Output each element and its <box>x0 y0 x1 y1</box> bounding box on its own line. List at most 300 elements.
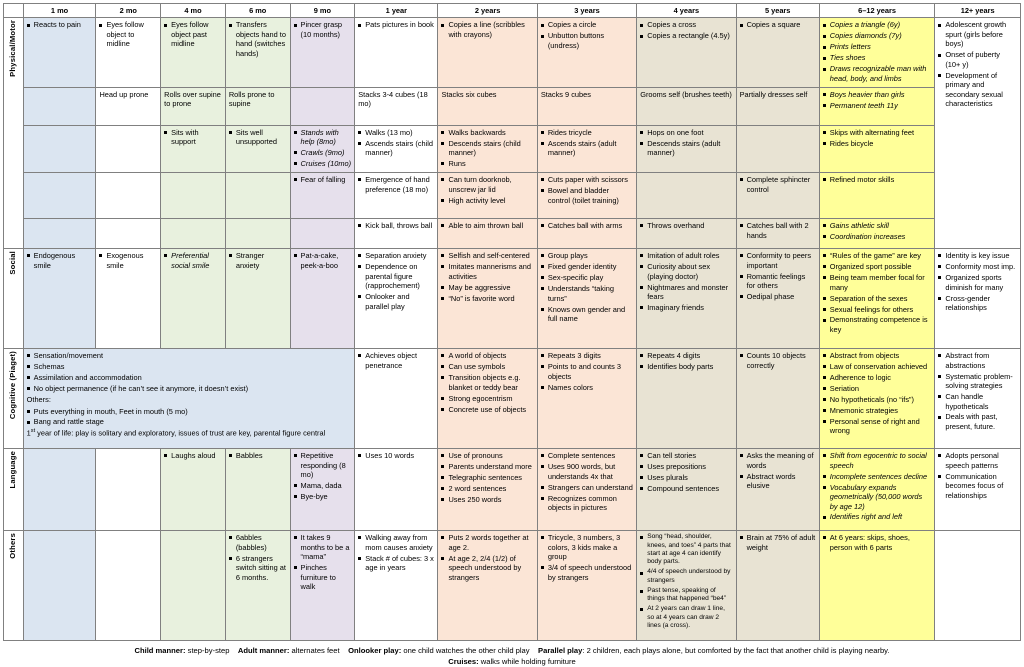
cell-physical-6-12-years <box>819 18 935 87</box>
milestone-list <box>938 451 1017 500</box>
milestone-list <box>640 533 732 630</box>
row-label-social <box>4 249 24 349</box>
milestone-list <box>740 221 816 240</box>
cell-cognitive-1-mo <box>23 349 355 449</box>
milestone-item: Can tell stories <box>640 451 732 460</box>
milestone-item: Stranger anxiety <box>229 251 287 270</box>
milestone-list <box>541 175 633 205</box>
table-row <box>4 531 1021 641</box>
cell-cognitive-1-year <box>355 349 438 449</box>
footer-line-2 <box>6 656 1018 667</box>
milestone-list <box>294 20 352 39</box>
milestone-item: 3/4 of speech understood by strangers <box>541 563 633 582</box>
cell-language-9-mo <box>290 449 355 531</box>
milestone-item: Past tense, speaking of things that happened “be4” <box>640 587 732 604</box>
cell-physical-1-mo <box>23 18 96 87</box>
cell-social-2-mo <box>96 249 161 349</box>
milestone-item: Selfish and self-centered <box>441 251 533 260</box>
milestone-item: Sits well unsupported <box>229 128 287 147</box>
milestone-item: A world of objects <box>441 351 533 360</box>
others-label: Others: <box>26 395 51 405</box>
milestone-item: Rides bicycle <box>823 139 932 148</box>
milestone-item: Emergence of hand preference (18 mo) <box>358 175 434 194</box>
milestone-item: Copies a rectangle (4.5y) <box>640 31 732 40</box>
cell-social-3-years <box>537 249 636 349</box>
milestone-list <box>441 533 533 582</box>
milestone-item: 6abbles (babbles) <box>229 533 287 552</box>
milestone-item: Strangers can understand <box>541 483 633 492</box>
milestone-list <box>358 351 434 370</box>
milestone-item: “Rules of the game” are key <box>823 251 932 260</box>
cell-others-6-12-years <box>819 531 935 641</box>
milestone-item: Hops on one foot <box>640 128 732 137</box>
milestone-text: Rolls over supine to prone <box>164 89 221 109</box>
milestone-item: Separation anxiety <box>358 251 434 260</box>
milestone-item: Permanent teeth 11y <box>823 101 932 110</box>
milestone-item: Able to aim thrown ball <box>441 221 533 230</box>
milestone-item: Gains athletic skill <box>823 221 932 230</box>
milestone-item: Organized sports diminish for many <box>938 273 1017 292</box>
milestone-item: Can use symbols <box>441 362 533 371</box>
milestone-list <box>541 451 633 512</box>
milestone-list <box>358 533 434 572</box>
milestone-item: Eyes follow object past midline <box>164 20 222 48</box>
footer-line-1 <box>6 645 1018 656</box>
milestone-item: Throws overhand <box>640 221 732 230</box>
milestone-item: Curiosity about sex (playing doctor) <box>640 262 732 281</box>
cell-physical-4-years <box>637 219 736 249</box>
milestone-item: Demonstrating competence is key <box>823 315 932 334</box>
cell-physical-2-years <box>438 18 537 87</box>
milestone-item: Ascends stairs (adult manner) <box>541 139 633 158</box>
milestone-list <box>640 351 732 371</box>
milestone-item: Oedipal phase <box>740 292 816 301</box>
milestone-item: Copies a triangle (6y) <box>823 20 932 29</box>
milestone-text: Grooms self (brushes teeth) <box>640 89 732 99</box>
row-label-language <box>4 449 24 531</box>
row-label-text: Language <box>8 451 18 489</box>
milestone-item: Transfers objects hand to hand (switches hands) <box>229 20 287 58</box>
cell-physical-9-mo <box>290 219 355 249</box>
col-header-5: 1 year <box>355 4 438 18</box>
cell-others-4-years <box>637 531 736 641</box>
cell-physical-5-years <box>736 173 819 219</box>
footer-term: Child manner: step-by-step <box>134 646 230 656</box>
cell-physical-4-years <box>637 18 736 87</box>
milestone-item: Repetitive responding (8 mo) <box>294 451 352 479</box>
milestone-item: Onset of puberty (10+ y) <box>938 50 1017 69</box>
cell-cognitive-2-years <box>438 349 537 449</box>
cell-physical-2-mo <box>96 173 161 219</box>
cell-social-9-mo <box>290 249 355 349</box>
milestone-item: Can handle hypotheticals <box>938 392 1017 411</box>
cell-language-1-year <box>355 449 438 531</box>
milestone-list <box>294 451 352 501</box>
milestone-list <box>229 251 287 270</box>
milestone-item: Refined motor skills <box>823 175 932 184</box>
cell-social-2-years <box>438 249 537 349</box>
milestone-item: Runs <box>441 159 533 168</box>
milestone-item: Identity is key issue <box>938 251 1017 260</box>
cell-language-12-years <box>935 449 1021 531</box>
milestone-item: Uses plurals <box>640 473 732 482</box>
milestone-list <box>99 20 157 48</box>
cell-physical-5-years <box>736 219 819 249</box>
milestone-list <box>441 251 533 303</box>
milestone-item: Transition objects e.g. blanket or teddy bear <box>441 373 533 392</box>
cell-language-4-years <box>637 449 736 531</box>
milestone-list <box>294 251 352 270</box>
milestone-list <box>640 20 732 40</box>
milestone-item: Abstract from abstractions <box>938 351 1017 370</box>
milestone-item: High activity level <box>441 196 533 205</box>
milestone-list <box>441 175 533 205</box>
cell-physical-4-mo <box>161 18 226 87</box>
milestone-item: Concrete use of objects <box>441 405 533 414</box>
milestone-list <box>640 128 732 158</box>
cell-language-5-years <box>736 449 819 531</box>
milestone-list <box>229 533 287 582</box>
milestone-item: Telegraphic sentences <box>441 473 533 482</box>
row-label-text: Social <box>8 251 18 275</box>
cell-physical-9-mo <box>290 173 355 219</box>
milestone-item: Tricycle, 3 numbers, 3 colors, 3 kids make a group <box>541 533 633 561</box>
cell-physical-1-mo <box>23 173 96 219</box>
col-header-0: 1 mo <box>23 4 96 18</box>
col-header-6: 2 years <box>438 4 537 18</box>
cell-social-4-years <box>637 249 736 349</box>
cell-social-6-mo <box>225 249 290 349</box>
milestone-item: Abstract words elusive <box>740 472 816 491</box>
milestone-item: Pats pictures in book <box>358 20 434 29</box>
milestone-item: Repeats 3 digits <box>541 351 633 360</box>
milestone-item: 2 word sentences <box>441 484 533 493</box>
footer-term: Onlooker play: one child watches the other child play <box>348 646 530 656</box>
table-row <box>4 249 1021 349</box>
milestone-item: Babbles <box>229 451 287 460</box>
milestone-item: Laughs aloud <box>164 451 222 460</box>
milestone-item: Stack # of cubes: 3 x age in years <box>358 554 434 573</box>
cell-others-9-mo <box>290 531 355 641</box>
milestone-item: Use of pronouns <box>441 451 533 460</box>
cell-physical-4-years <box>637 173 736 219</box>
milestone-list <box>27 351 352 393</box>
milestone-item: Being team member focal for many <box>823 273 932 292</box>
cell-physical-3-years <box>537 87 636 125</box>
cell-physical-4-mo <box>161 173 226 219</box>
milestone-item: Points to and counts 3 objects <box>541 362 633 381</box>
cell-physical-4-mo <box>161 125 226 172</box>
cell-others-2-mo <box>96 531 161 641</box>
milestone-list <box>740 451 816 490</box>
milestone-list <box>740 533 816 552</box>
milestone-item: Catches ball with 2 hands <box>740 221 816 240</box>
milestone-list <box>938 351 1017 431</box>
milestone-item: Pat-a-cake, peek-a-boo <box>294 251 352 270</box>
cell-language-4-mo <box>161 449 226 531</box>
milestone-item: Knows own gender and full name <box>541 305 633 324</box>
milestone-item: Sensation/movement <box>27 351 352 360</box>
milestone-list <box>541 221 633 230</box>
developmental-milestones-chart <box>0 3 1024 667</box>
milestone-list <box>229 128 287 147</box>
cell-physical-9-mo <box>290 18 355 87</box>
milestone-item: Conformity most imp. <box>938 262 1017 271</box>
milestone-item: Imitation of adult roles <box>640 251 732 260</box>
milestone-item: Identifies body parts <box>640 362 732 371</box>
cell-others-1-mo <box>23 531 96 641</box>
milestone-item: Puts 2 words together at age 2. <box>441 533 533 552</box>
milestone-item: Assimilation and accommodation <box>27 373 352 382</box>
milestone-item: Uses 10 words <box>358 451 434 460</box>
milestone-text: Stacks 3-4 cubes (18 mo) <box>358 89 428 109</box>
milestone-list <box>27 251 93 270</box>
col-header-1: 2 mo <box>96 4 161 18</box>
cell-physical-12-years <box>935 18 1021 249</box>
milestone-list <box>823 175 932 184</box>
table-row <box>4 125 1021 172</box>
cell-cognitive-6-12-years <box>819 349 935 449</box>
milestone-item: Systematic problem-solving strategies <box>938 372 1017 391</box>
cell-language-2-mo <box>96 449 161 531</box>
milestone-item: Ties shoes <box>823 53 932 62</box>
cell-physical-6-mo <box>225 173 290 219</box>
cell-cognitive-3-years <box>537 349 636 449</box>
cell-others-5-years <box>736 531 819 641</box>
milestone-item: Adopts personal speech patterns <box>938 451 1017 470</box>
milestone-item: Uses 250 words <box>441 495 533 504</box>
milestone-list <box>740 351 816 370</box>
col-header-7: 3 years <box>537 4 636 18</box>
milestone-item: Mama, dada <box>294 481 352 490</box>
milestone-list <box>358 175 434 194</box>
milestone-item: Abstract from objects <box>823 351 932 360</box>
milestone-text: Stacks six cubes <box>441 89 497 99</box>
milestone-item: May be aggressive <box>441 283 533 292</box>
cell-social-12-years <box>935 249 1021 349</box>
cell-physical-2-mo <box>96 18 161 87</box>
milestone-item: Organized sport possible <box>823 262 932 271</box>
cell-physical-6-mo <box>225 18 290 87</box>
milestone-item: Understands “taking turns” <box>541 284 633 303</box>
milestone-item: Repeats 4 digits <box>640 351 732 360</box>
milestone-item: At 2 years can draw 1 line, so at 4 years can draw 2 lines (a cross). <box>640 605 732 630</box>
milestone-item: Imitates mannerisms and activities <box>441 262 533 281</box>
milestone-item: Song “head, shoulder, knees, and toes” 4 parts that start at age 4 can identify body parts. <box>640 533 732 567</box>
milestone-text: Head up prone <box>99 89 149 99</box>
milestone-list <box>823 533 932 552</box>
milestone-list <box>27 407 352 427</box>
milestone-list <box>358 20 434 29</box>
col-header-9: 5 years <box>736 4 819 18</box>
milestone-list <box>823 221 932 241</box>
cell-others-6-mo <box>225 531 290 641</box>
cell-physical-1-mo <box>23 87 96 125</box>
milestone-item: Copies a circle <box>541 20 633 29</box>
cell-language-1-mo <box>23 449 96 531</box>
cell-cognitive-4-years <box>637 349 736 449</box>
milestone-item: Development of primary and secondary sexual characteristics <box>938 71 1017 109</box>
milestone-item: It takes 9 months to be a “mama” <box>294 533 352 561</box>
milestone-list <box>541 533 633 561</box>
milestone-item: Names colors <box>541 383 633 392</box>
milestone-list <box>541 251 633 323</box>
milestone-text: Partially dresses self <box>739 89 808 99</box>
col-header-8: 4 years <box>637 4 736 18</box>
milestone-item: Copies a cross <box>640 20 732 29</box>
cell-others-1-year <box>355 531 438 641</box>
milestone-list <box>358 251 434 311</box>
cell-physical-2-mo <box>96 87 161 125</box>
milestone-item: Can turn doorknob, unscrew jar lid <box>441 175 533 194</box>
cell-physical-6-mo <box>225 87 290 125</box>
cell-physical-4-mo <box>161 87 226 125</box>
col-header-4: 9 mo <box>290 4 355 18</box>
milestone-item: Coordination increases <box>823 232 932 241</box>
milestone-item: Dependence on parental figure (rapprochement) <box>358 262 434 290</box>
piaget-note: 1st year of life: play is solitary and exploratory, issues of trust are key, parental figure central <box>26 428 326 438</box>
cell-physical-5-years <box>736 125 819 172</box>
milestone-list <box>823 128 932 148</box>
milestone-list <box>441 128 533 169</box>
footer-legend <box>6 645 1018 667</box>
table-row <box>4 449 1021 531</box>
milestone-item: Cross-gender relationships <box>938 294 1017 313</box>
milestone-list <box>358 451 434 460</box>
milestone-list <box>740 20 816 29</box>
milestone-item: Copies a line (scribbles with crayons) <box>441 20 533 39</box>
milestone-item: Group plays <box>541 251 633 260</box>
cell-physical-6-12-years <box>819 125 935 172</box>
milestone-item: Law of conservation achieved <box>823 362 932 371</box>
milestone-list <box>640 451 732 493</box>
milestone-item: Fear of falling <box>294 175 352 184</box>
cell-physical-1-mo <box>23 219 96 249</box>
cell-physical-1-year <box>355 219 438 249</box>
row-label-text: Physical/Motor <box>8 20 18 78</box>
milestone-list <box>823 20 932 83</box>
cell-physical-2-years <box>438 87 537 125</box>
milestone-item: Walks (13 mo) <box>358 128 434 137</box>
milestone-item: No hypotheticals (no “ifs”) <box>823 395 932 404</box>
milestone-list <box>938 251 1017 312</box>
cell-language-6-12-years <box>819 449 935 531</box>
milestone-item: Puts everything in mouth, Feet in mouth (5 mo) <box>27 407 352 416</box>
footer-term: Parallel play: 2 children, each plays alone, but comforted by the fact that another child is playing nearby. <box>538 646 890 656</box>
milestone-list <box>294 533 352 591</box>
milestone-item: Crawls (9mo) <box>294 148 352 157</box>
milestone-item: Sits with support <box>164 128 222 147</box>
cell-cognitive-12-years <box>935 349 1021 449</box>
milestone-item: Eyes follow object to midline <box>99 20 157 48</box>
milestone-item: Endogenous smile <box>27 251 93 270</box>
cell-language-3-years <box>537 449 636 531</box>
milestone-item: 4/4 of speech understood by strangers <box>640 568 732 585</box>
row-label-text: Cognitive (Piaget) <box>8 351 18 420</box>
footer-term: Adult manner: alternates feet <box>237 646 340 656</box>
cell-physical-1-year <box>355 125 438 172</box>
milestone-item: Catches ball with arms <box>541 221 633 230</box>
milestone-item: Separation of the sexes <box>823 294 932 303</box>
milestone-list <box>823 451 932 522</box>
table-body <box>4 18 1021 641</box>
row-label-text: Others <box>8 533 18 559</box>
table-header <box>4 4 1021 18</box>
milestone-item: Prints letters <box>823 42 932 51</box>
cell-social-6-12-years <box>819 249 935 349</box>
header-corner <box>4 4 24 18</box>
table-row <box>4 349 1021 449</box>
cell-physical-6-12-years <box>819 87 935 125</box>
table-row <box>4 87 1021 125</box>
milestone-item: Bang and rattle stage <box>27 417 352 426</box>
milestone-list <box>164 451 222 460</box>
milestone-item: Schemas <box>27 362 352 371</box>
milestone-list <box>740 251 816 301</box>
milestone-list <box>640 251 732 312</box>
cell-physical-3-years <box>537 18 636 87</box>
cell-physical-5-years <box>736 18 819 87</box>
cell-social-1-mo <box>23 249 96 349</box>
cell-physical-2-years <box>438 125 537 172</box>
milestone-item: Imaginary friends <box>640 303 732 312</box>
milestone-item: Sex-specific play <box>541 273 633 282</box>
milestone-item: Draws recognizable man with head, body, and limbs <box>823 64 932 83</box>
milestone-item: Kick ball, throws ball <box>358 221 434 230</box>
milestone-item: Walks backwards <box>441 128 533 137</box>
milestone-item: Uses prepositions <box>640 462 732 471</box>
milestone-item: Boys heavier than girls <box>823 90 932 99</box>
milestone-item: Complete sphincter control <box>740 175 816 194</box>
milestone-item: Cuts paper with scissors <box>541 175 633 184</box>
milestone-item: Rides tricycle <box>541 128 633 137</box>
milestone-item: Seriation <box>823 384 932 393</box>
milestone-item: Counts 10 objects correctly <box>740 351 816 370</box>
milestone-item: Compound sentences <box>640 484 732 493</box>
cell-cognitive-5-years <box>736 349 819 449</box>
milestone-item: Pincer grasp (10 months) <box>294 20 352 39</box>
milestone-item: Strong egocentrism <box>441 394 533 403</box>
milestone-item: 6 strangers switch sitting at 6 months. <box>229 554 287 582</box>
milestone-list <box>823 351 932 436</box>
cell-physical-3-years <box>537 219 636 249</box>
milestone-list <box>294 128 352 169</box>
milestone-list <box>441 221 533 230</box>
milestone-text: Stacks 9 cubes <box>540 89 591 99</box>
footer-term: Cruises: walks while holding furniture <box>448 657 576 667</box>
row-label-cognitive <box>4 349 24 449</box>
milestone-list <box>541 128 633 158</box>
milestone-list <box>823 90 932 110</box>
milestone-text: Rolls prone to supine <box>228 89 275 109</box>
row-label-others <box>4 531 24 641</box>
milestone-item: Vocabulary expands geometrically (50,000 words by age 12) <box>823 483 932 511</box>
cell-social-5-years <box>736 249 819 349</box>
cell-others-3-years <box>537 531 636 641</box>
cell-physical-1-mo <box>23 125 96 172</box>
milestone-item: No object permanence (if he can’t see it anymore, it doesn’t exist) <box>27 384 352 393</box>
milestone-item: Descends stairs (child manner) <box>441 139 533 158</box>
milestone-item: Preferential social smile <box>164 251 222 270</box>
col-header-11: 12+ years <box>935 4 1021 18</box>
cell-physical-6-mo <box>225 219 290 249</box>
milestone-list <box>823 251 932 334</box>
milestone-item: Pinches furniture to walk <box>294 563 352 591</box>
milestone-item: Exogenous smile <box>99 251 157 270</box>
milestone-item: Deals with past, present, future. <box>938 412 1017 431</box>
milestone-item: Personal sense of right and wrong <box>823 417 932 436</box>
cell-physical-9-mo <box>290 125 355 172</box>
